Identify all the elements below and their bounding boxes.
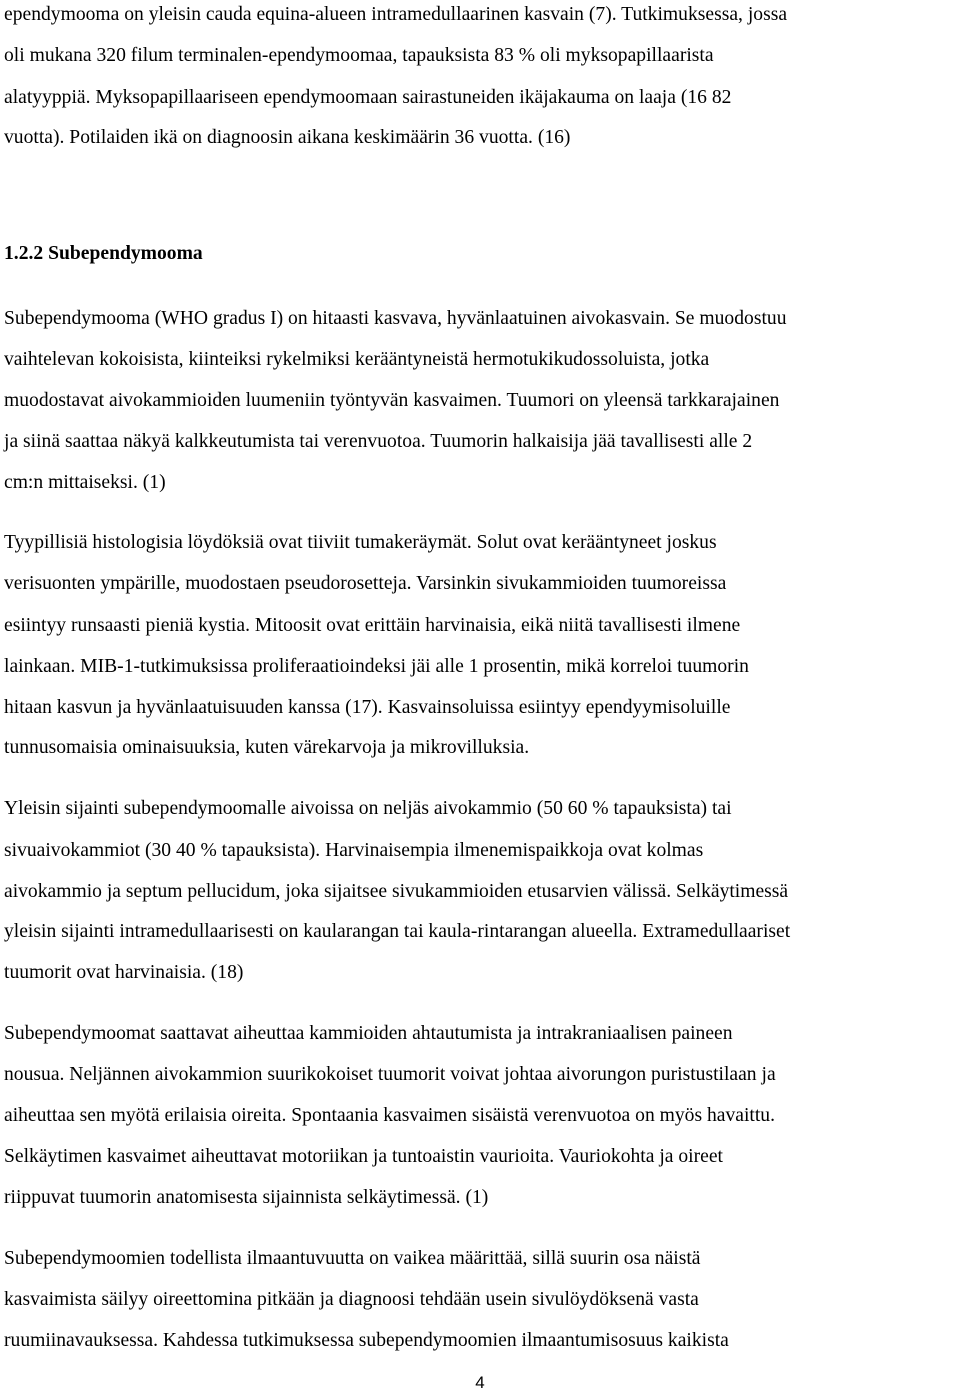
paragraph-line: ja siinä saattaa näkyä kalkkeutumista tai verenvuotoa. Tuumorin halkaisija jää tavallisesti alle 2 [4,431,753,452]
paragraph-line: cm:n mittaiseksi. (1) [4,472,166,493]
paragraph-line: Selkäytimen kasvaimet aiheuttavat motoriikan ja tuntoaistin vaurioita. Vauriokohta ja oireet [4,1146,723,1167]
section-heading: 1.2.2 Subependymooma [4,243,203,264]
paragraph-line: Tyypillisiä histologisia löydöksiä ovat tiiviit tumakeräymät. Solut ovat kerääntyneet joskus [4,532,717,553]
page-number: 4 [475,1373,485,1392]
paragraph-line: yleisin sijainti intramedullaarisesti on kaularangan tai kaula-rintarangan alueella. Extramedullaariset [4,921,791,942]
paragraph-line: tunnusomaisia ominaisuuksia, kuten värekarvoja ja mikrovilluksia. [4,737,530,758]
paragraph-line: riippuvat tuumorin anatomisesta sijainnista selkäytimessä. (1) [4,1187,489,1208]
paragraph-line: sivuaivokammiot (30 40 % tapauksista). Harvinaisempia ilmenemispaikkoja ovat kolmas [4,840,704,861]
paragraph-line: tuumorit ovat harvinaisia. (18) [4,962,244,983]
paragraph-line: oli mukana 320 filum terminalen-ependymoomaa, tapauksista 83 % oli myksopapillaarista [4,45,714,66]
paragraph-line: Yleisin sijainti subependymoomalle aivoissa on neljäs aivokammio (50 60 % tapauksista) tai [4,798,732,819]
paragraph-line: ruumiinavauksessa. Kahdessa tutkimuksessa subependymoomien ilmaantumisosuus kaikista [4,1330,729,1351]
paragraph-line: esiintyy runsaasti pieniä kystia. Mitoosit ovat erittäin harvinaisia, eikä niitä tavallisesti ilmene [4,615,741,636]
paragraph-line: vaihtelevan kokoisista, kiinteiksi rykelmiksi kerääntyneistä hermotukikudossoluista, jotka [4,349,710,370]
paragraph-line: ependymooma on yleisin cauda equina-alueen intramedullaarinen kasvain (7). Tutkimuksessa, jossa [4,4,788,25]
paragraph-line: muodostavat aivokammioiden luumeniin työntyvän kasvaimen. Tuumori on yleensä tarkkarajainen [4,390,780,411]
paragraph-line: aiheuttaa sen myötä erilaisia oireita. Spontaania kasvaimen sisäistä verenvuotoa on myös havaittu. [4,1105,776,1126]
paragraph-line: alatyyppiä. Myksopapillaariseen ependymoomaan sairastuneiden ikäjakauma on laaja (16 82 [4,87,732,108]
paragraph-line: vuotta). Potilaiden ikä on diagnoosin aikana keskimäärin 36 vuotta. (16) [4,127,571,148]
paragraph-line: hitaan kasvun ja hyvänlaatuisuuden kanssa (17). Kasvainsoluissa esiintyy ependyymisoluille [4,697,731,718]
paragraph-line: aivokammio ja septum pellucidum, joka sijaitsee sivukammioiden etusarvien välissä. Selkäytimessä [4,881,789,902]
paragraph-line: nousua. Neljännen aivokammion suurikokoiset tuumorit voivat johtaa aivorungon puristustilaan ja [4,1064,776,1085]
document-page [4,0,958,1398]
paragraph-line: kasvaimista säilyy oireettomina pitkään ja diagnoosi tehdään usein sivulöydöksenä vasta [4,1289,699,1310]
paragraph-line: verisuonten ympärille, muodostaen pseudorosetteja. Varsinkin sivukammioiden tuumoreissa [4,573,727,594]
paragraph-line: lainkaan. MIB-1-tutkimuksissa proliferaatioindeksi jäi alle 1 prosentin, mikä korreloi tuumorin [4,656,749,677]
paragraph-line: Subependymoomien todellista ilmaantuvuutta on vaikea määrittää, sillä suurin osa näistä [4,1248,701,1269]
paragraph-line: Subependymoomat saattavat aiheuttaa kammioiden ahtautumista ja intrakraniaalisen paineen [4,1023,733,1044]
paragraph-line: Subependymooma (WHO gradus I) on hitaasti kasvava, hyvänlaatuinen aivokasvain. Se muodostuu [4,308,787,329]
